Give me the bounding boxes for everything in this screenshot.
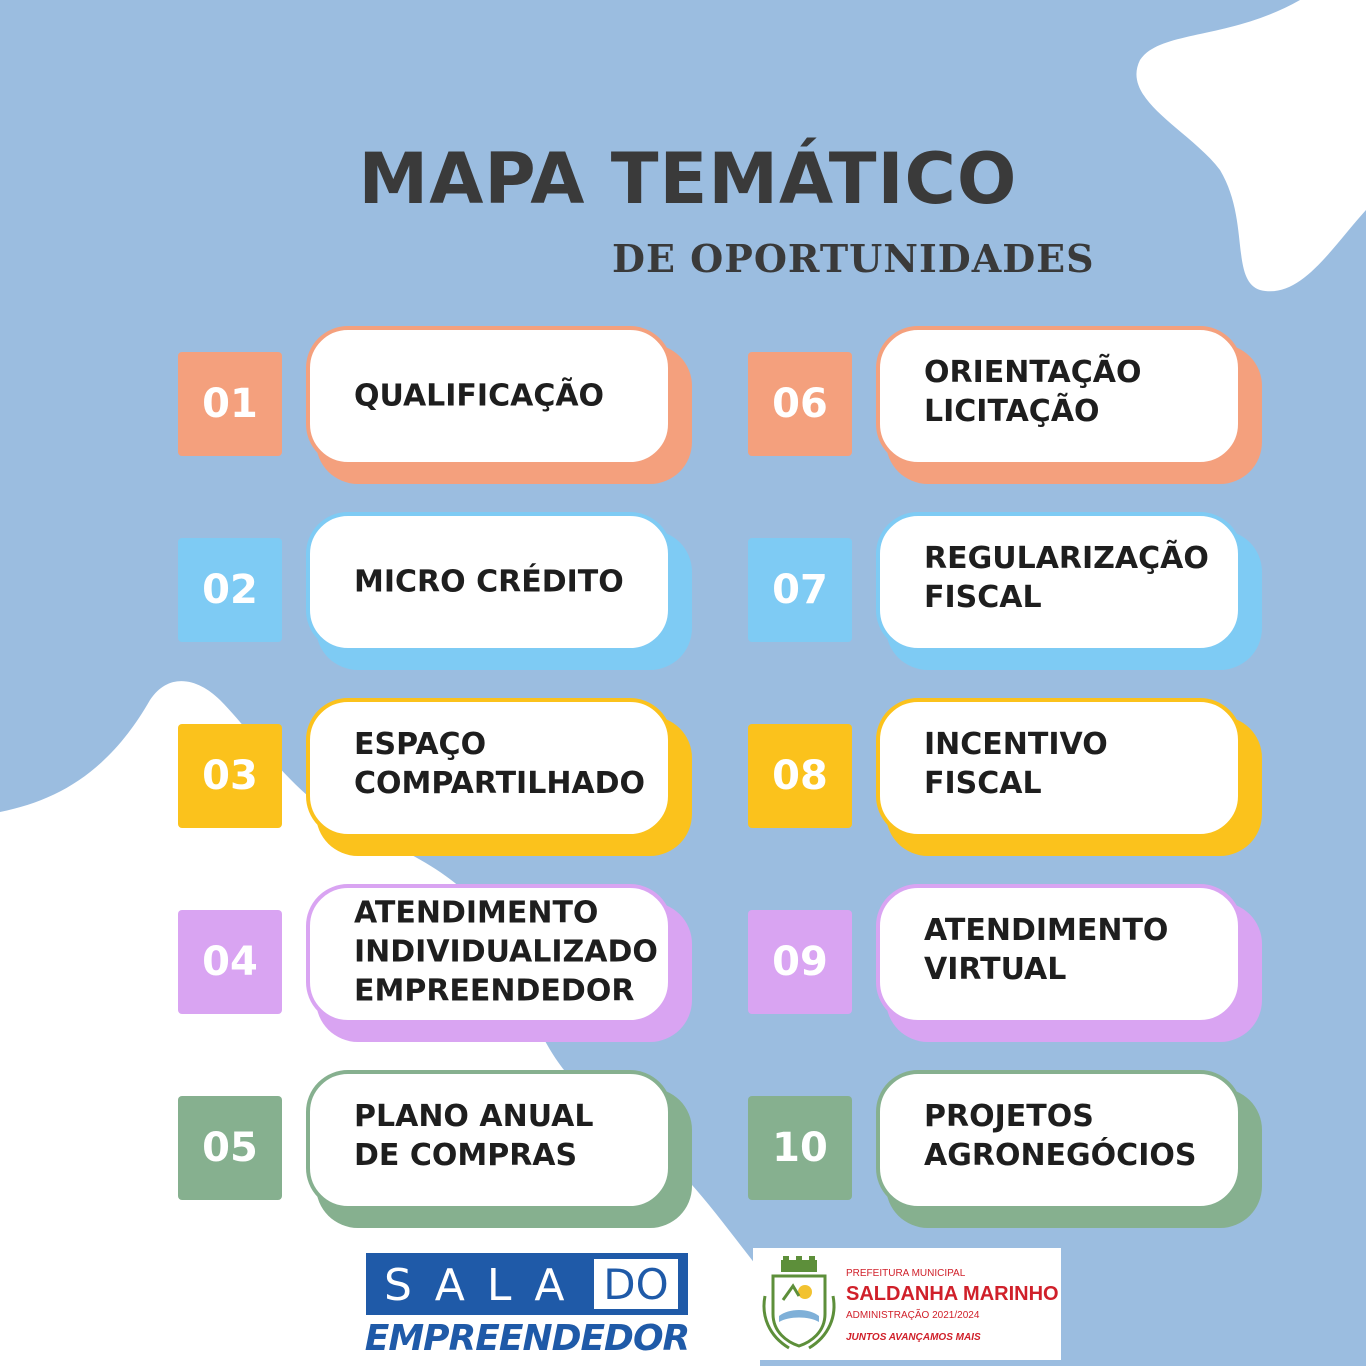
item-number-badge: 04 [178, 910, 282, 1014]
item-label-line: ORIENTAÇÃO [924, 355, 1142, 390]
prefeitura-line-3: ADMINISTRAÇÃO 2021/2024 [846, 1310, 980, 1321]
item-label-line: REGULARIZAÇÃO [924, 541, 1209, 576]
crest-icon [759, 1256, 839, 1352]
item-label-line: FISCAL [924, 580, 1042, 615]
opportunity-item-07 [748, 512, 1268, 662]
item-number-badge: 05 [178, 1096, 282, 1200]
item-label-line: FISCAL [924, 766, 1042, 801]
opportunity-item-05 [178, 1070, 698, 1220]
item-label-line: MICRO CRÉDITO [354, 564, 624, 600]
opportunity-item-10 [748, 1070, 1268, 1220]
item-label [354, 1097, 694, 1175]
item-number-badge: 01 [178, 352, 282, 456]
item-label-line: INDIVIDUALIZADO [354, 934, 658, 970]
item-label [354, 377, 694, 416]
sala-logo-do: DO [594, 1259, 678, 1309]
prefeitura-line-2: SALDANHA MARINHO [846, 1283, 1059, 1305]
item-label [354, 894, 694, 1011]
item-label [924, 725, 1264, 803]
item-number-badge: 10 [748, 1096, 852, 1200]
opportunity-item-02 [178, 512, 698, 662]
item-number-badge: 08 [748, 724, 852, 828]
item-label-line: INCENTIVO [924, 727, 1108, 762]
item-label [354, 725, 694, 803]
page-subtitle: DE OPORTUNIDADES [612, 236, 1095, 281]
item-label-line: PROJETOS [924, 1099, 1094, 1134]
prefeitura-logo [753, 1248, 1061, 1360]
page-title: MAPA TEMÁTICO [358, 138, 1018, 220]
item-number-badge: 07 [748, 538, 852, 642]
sala-logo-bottom: EMPREENDEDOR [366, 1315, 688, 1361]
opportunity-item-06 [748, 326, 1268, 476]
item-label-line: QUALIFICAÇÃO [354, 378, 605, 414]
item-label-line: PLANO ANUAL [354, 1099, 594, 1134]
item-label-line: ESPAÇO [354, 727, 487, 762]
prefeitura-line-1: PREFEITURA MUNICIPAL [846, 1268, 966, 1279]
opportunity-item-03 [178, 698, 698, 848]
item-label-line: VIRTUAL [924, 952, 1067, 987]
item-label-line: LICITAÇÃO [924, 394, 1100, 429]
item-label [924, 353, 1264, 431]
prefeitura-line-4: JUNTOS AVANÇAMOS MAIS [846, 1332, 981, 1343]
item-label [354, 563, 694, 602]
opportunity-item-08 [748, 698, 1268, 848]
item-number-badge: 03 [178, 724, 282, 828]
item-number-badge: 06 [748, 352, 852, 456]
item-label-line: ATENDIMENTO [354, 895, 599, 931]
item-label-line: AGRONEGÓCIOS [924, 1138, 1197, 1173]
sala-logo-word: SALA [384, 1259, 587, 1311]
opportunity-item-09 [748, 884, 1268, 1034]
opportunity-item-01 [178, 326, 698, 476]
opportunity-item-04 [178, 884, 698, 1034]
sala-do-empreendedor-logo [366, 1253, 688, 1359]
item-label-line: DE COMPRAS [354, 1138, 578, 1173]
item-label [924, 1097, 1264, 1175]
item-label-line: ATENDIMENTO [924, 913, 1169, 948]
item-label-line: COMPARTILHADO [354, 766, 646, 801]
item-label-line: EMPREENDEDOR [354, 973, 635, 1009]
item-number-badge: 09 [748, 910, 852, 1014]
item-label [924, 539, 1264, 617]
item-label [924, 911, 1264, 989]
item-number-badge: 02 [178, 538, 282, 642]
